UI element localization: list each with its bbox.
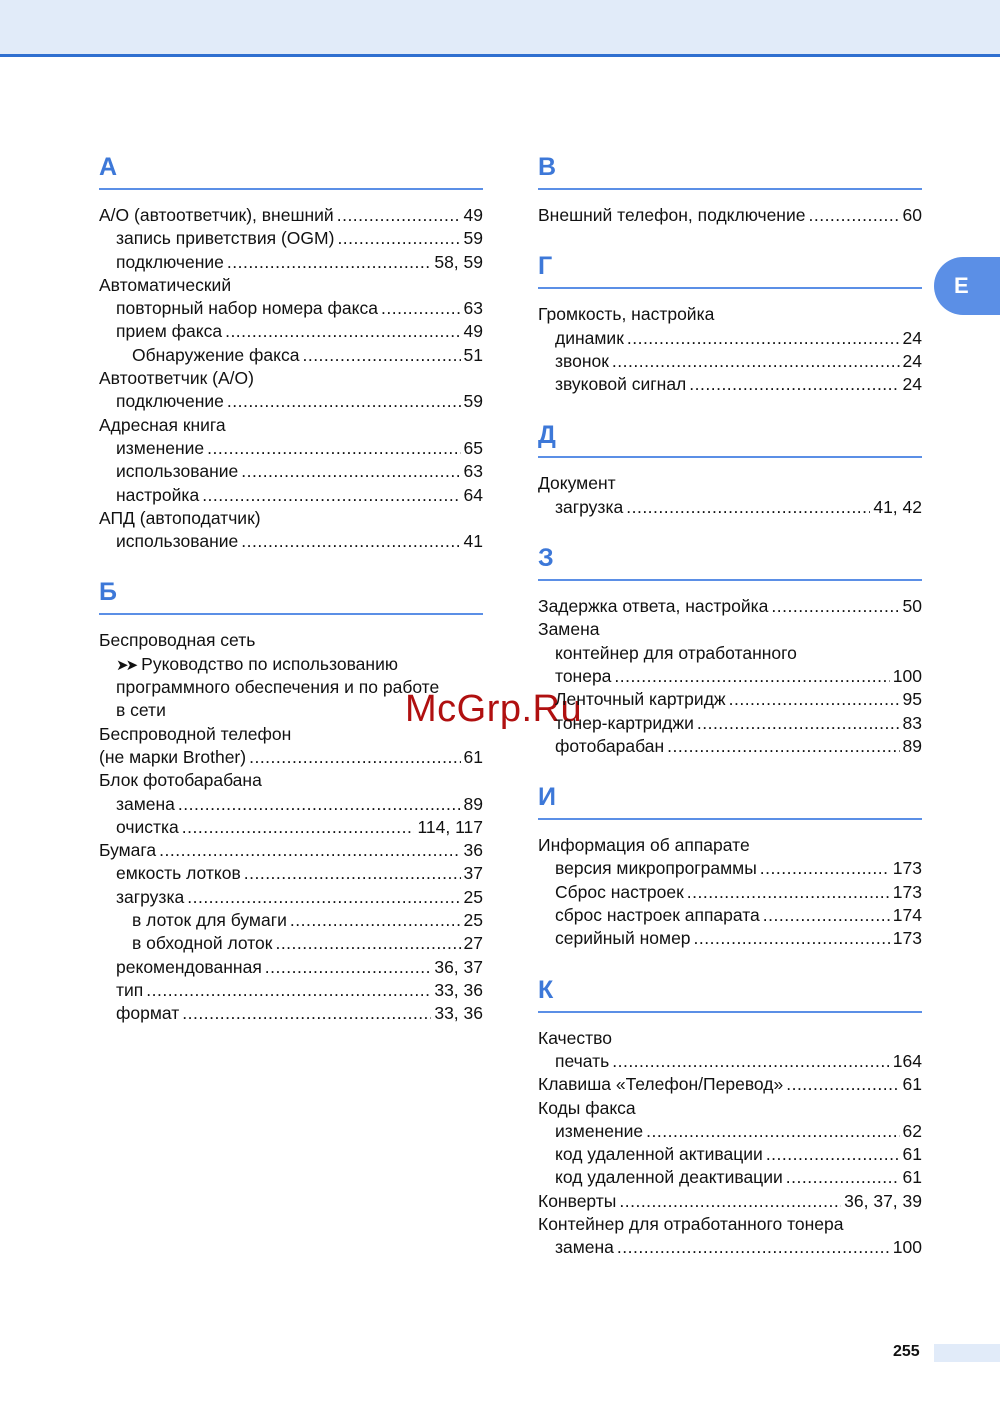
index-entry: фотобарабан ..... 89 xyxy=(538,735,922,758)
double-arrow-icon: ➤➤ xyxy=(116,656,136,674)
section-rule xyxy=(538,818,922,820)
index-entry: Бумага ..... 36 xyxy=(99,839,483,862)
index-entry: Контейнер для отработанного тонера xyxy=(538,1214,844,1235)
section-rule xyxy=(538,456,922,458)
index-entry: АПД (автоподатчик) xyxy=(99,507,261,528)
index-entry: Беспроводная сеть xyxy=(99,630,256,651)
index-entry: код удаленной деактивации ..... 61 xyxy=(538,1166,922,1189)
index-entry: Клавиша «Телефон/Перевод» ..... 61 xyxy=(538,1073,922,1096)
index-entry: изменение ..... 62 xyxy=(538,1120,922,1143)
section-letter: Г xyxy=(538,252,553,281)
chapter-tab xyxy=(934,257,1000,315)
index-entry: Документ xyxy=(538,473,616,494)
index-entry: Автоответчик (А/О) xyxy=(99,368,254,389)
index-section-b xyxy=(99,575,483,1025)
index-entry: Качество xyxy=(538,1027,612,1048)
index-entry: динамик ..... 24 xyxy=(538,327,922,350)
index-entry: Сброс настроек ..... 173 xyxy=(538,881,922,904)
index-entry: Блок фотобарабана xyxy=(99,770,262,791)
index-entry: Коды факса xyxy=(538,1097,636,1118)
index-entry: код удаленной активации ..... 61 xyxy=(538,1143,922,1166)
index-section-a xyxy=(99,150,483,553)
index-entry: в лоток для бумаги ..... 25 xyxy=(99,909,483,932)
section-letter: В xyxy=(538,153,557,181)
section-letter: И xyxy=(538,783,556,812)
index-entry: Задержка ответа, настройка ..... 50 xyxy=(538,595,922,618)
section-rule xyxy=(99,613,483,615)
section-rule xyxy=(538,1011,922,1013)
index-entry: подключение ..... 59 xyxy=(99,390,483,413)
index-entry: программного обеспечения и по работе xyxy=(116,677,440,698)
section-rule xyxy=(538,188,922,190)
section-rule xyxy=(99,188,483,190)
section-letter: К xyxy=(538,975,554,1004)
index-section-v xyxy=(538,150,922,227)
chapter-tab-letter: E xyxy=(954,273,969,298)
index-entry: изменение ..... 65 xyxy=(99,437,483,460)
index-section-i xyxy=(538,780,922,950)
index-entry: повторный набор номера факса ..... 63 xyxy=(99,297,483,320)
index-entry: очистка ..... 114, 117 xyxy=(99,816,483,839)
index-entry: замена ..... 89 xyxy=(99,793,483,816)
section-letter: A xyxy=(99,153,118,181)
index-entry: серийный номер ..... 173 xyxy=(538,927,922,950)
index-entry: Обнаружение факса ..... 51 xyxy=(99,344,483,367)
index-entry: загрузка ..... 41, 42 xyxy=(538,496,922,519)
index-section-d xyxy=(538,418,922,519)
index-entry: Адресная книга xyxy=(99,414,226,435)
footer-band xyxy=(934,1344,1000,1362)
index-entry: А/О (автоответчик), внешний ..... 49 xyxy=(99,204,483,227)
index-entry: запись приветствия (OGM) ..... 59 xyxy=(99,227,483,250)
index-entry: тип ..... 33, 36 xyxy=(99,979,483,1002)
index-section-z xyxy=(538,541,922,758)
index-entry: тонер-картриджи ..... 83 xyxy=(538,712,922,735)
index-column-left xyxy=(99,150,483,1026)
index-entry: контейнер для отработанного xyxy=(555,642,797,663)
index-entry: загрузка ..... 25 xyxy=(99,886,483,909)
watermark: McGrp.Ru xyxy=(405,688,583,730)
section-rule xyxy=(538,287,922,289)
index-entry: ➤➤ Руководство по использованию xyxy=(116,653,398,674)
section-letter: З xyxy=(538,544,554,573)
index-entry: формат ..... 33, 36 xyxy=(99,1002,483,1025)
index-entry: в обходной лоток ..... 27 xyxy=(99,932,483,955)
index-column-right xyxy=(538,150,922,1260)
index-entry: подключение ..... 58, 59 xyxy=(99,251,483,274)
index-entry: сброс настроек аппарата ..... 174 xyxy=(538,904,922,927)
index-entry: версия микропрограммы ..... 173 xyxy=(538,857,922,880)
index-entry: (не марки Brother) ..... 61 xyxy=(99,746,483,769)
index-entry: в сети xyxy=(116,700,166,721)
index-entry: Беспроводной телефон xyxy=(99,723,292,744)
index-entry: прием факса ..... 49 xyxy=(99,320,483,343)
index-entry: звонок ..... 24 xyxy=(538,350,922,373)
section-rule xyxy=(538,579,922,581)
section-letter: Д xyxy=(538,421,556,450)
header-band xyxy=(0,0,1000,55)
index-entry: Информация об аппарате xyxy=(538,835,750,856)
index-entry: звуковой сигнал ..... 24 xyxy=(538,373,922,396)
index-entry: Ленточный картридж ..... 95 xyxy=(538,688,922,711)
index-entry: рекомендованная ..... 36, 37 xyxy=(99,956,483,979)
index-entry: Конверты ..... 36, 37, 39 xyxy=(538,1190,922,1213)
index-entry: использование ..... 63 xyxy=(99,460,483,483)
section-letter: Б xyxy=(99,578,117,607)
index-entry: Внешний телефон, подключение ..... 60 xyxy=(538,204,922,227)
index-section-k xyxy=(538,973,922,1260)
header-rule xyxy=(0,54,1000,57)
index-entry: использование ..... 41 xyxy=(99,530,483,553)
page-number: 255 xyxy=(893,1343,920,1360)
index-entry: печать ..... 164 xyxy=(538,1050,922,1073)
index-entry: замена ..... 100 xyxy=(538,1236,922,1259)
index-entry: Замена xyxy=(538,619,600,640)
index-section-g xyxy=(538,249,922,396)
index-entry: настройка ..... 64 xyxy=(99,484,483,507)
index-entry: Громкость, настройка xyxy=(538,304,715,325)
index-entry: тонера ..... 100 xyxy=(538,665,922,688)
index-entry: емкость лотков ..... 37 xyxy=(99,862,483,885)
index-entry: Автоматический xyxy=(99,274,232,295)
